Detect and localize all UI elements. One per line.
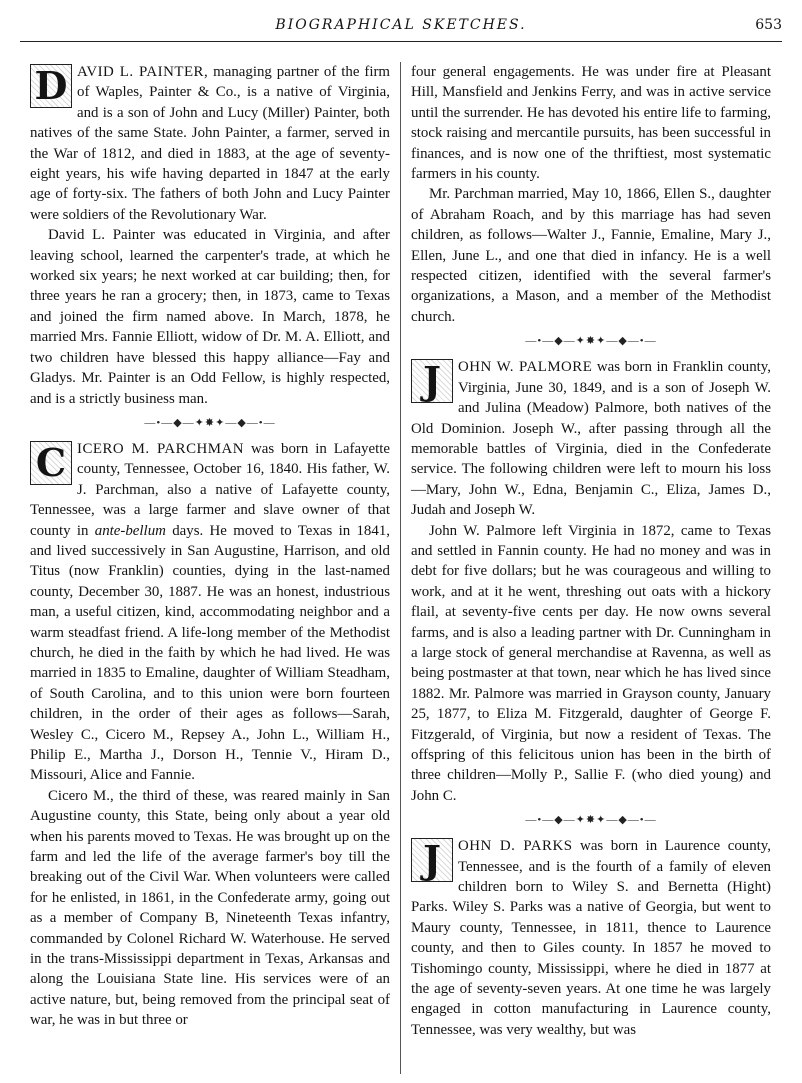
palmore-paragraph-2: John W. Palmore left Virginia in 1872, came to Texas and settled in Fannin county. He had no money and was in debt for five dollars; but he was courageous and willing to work, and at it he went, threshing out oats with a hickory flail, at seventy-five cents per day. He now owns several farms, and is also a leading partner with Dr. Cunningham in a large stock of general merchandise at Ravenna, as well as being postmaster at that town, near which he has lived since 1882. Mr. Palmore was married in Grayson county, January 25, 1877, to Eliza M. Fitzgerald, daughter of George F. Fitzgerald, of Virginia, but now a resident of Texas. The offspring of this felicitous union has been in the birth of three children—Molly P., Sallie F. (who died young) and John C. xyxy=(411,522,771,804)
palmore-text-1: was born in Franklin county, Virginia, June 30, 1849, and is a son of Joseph W. and Julina (Meadow) Palmore, both natives of the Old Dominion. Joseph W., after passing through all the memorable battles of Virginia, died in the Confederate service. The following children were left to mourn his loss—Mary, John W., Edna, Benjamin C., Eliza, James D., Judah and Joseph W. xyxy=(411,359,771,519)
parks-name: OHN D. PARKS xyxy=(458,838,573,855)
running-title: BIOGRAPHICAL SKETCHES. xyxy=(275,17,527,33)
page-number: 653 xyxy=(755,17,782,33)
parchman-paragraph-3: four general engagements. He was under fire at Pleasant Hill, Mansfield and Jenkins Ferry, and was in active service until the surrender. He has devoted his entire life to farming, stock raising and mercantile pursuits, has been successful in finances, and is now one of the thriftiest, most systematic farmers in his county. xyxy=(411,64,771,183)
parchman-text-1a: was born in Lafayette county, Tennessee, October 16, 1840. His father, W. J. Parchman, also a native of Lafayette county, Tennessee, was a large farmer and slave owner of that county in xyxy=(30,440,390,539)
sketch-palmore xyxy=(411,357,771,806)
palmore-paragraph-1 xyxy=(411,357,771,520)
parks-paragraph-1 xyxy=(411,836,771,1040)
painter-name: AVID L. PAINTER, xyxy=(77,64,209,80)
ornament-divider xyxy=(411,808,771,832)
ornament-glyph: —•—◆—✦✸✦—◆—•— xyxy=(144,416,276,429)
parchman-paragraph-2: Cicero M., the third of these, was reared mainly in San Augustine county, this State, being only about a year old when his parents moved to Texas. He was brought up on the farm and led the life of the average farmer's boy till the breaking out of the Civil War. When volunteers were called for he enlisted, in 1861, in the Confederate army, going out as a member of Company B, Nineteenth Texas infantry, commanded by Colonel Richard W. Waterhouse. He served in the trans-Mississippi department in Texas, Arkansas and along the Louisiana State line. His services were of an active nature, but, being removed from the principal seat of war, he was in but three or xyxy=(30,787,390,1029)
painter-text-1: managing partner of the firm of Waples, Painter & Co., is a native of Virginia, and is a son of John and Lucy (Miller) Painter, both natives of the same State. John Painter, a farmer, served in the War of 1812, and died in 1883, at the age of seventy-eight years, his wife having departed in 1847 at the early age of forty-six. The fathers of both John and Lucy Painter were soldiers of the Revolutionary War. xyxy=(30,64,390,223)
drop-cap-c: C xyxy=(30,441,72,485)
right-column xyxy=(411,62,771,1040)
page-header xyxy=(20,8,782,48)
ornament-divider xyxy=(30,411,390,435)
sketch-parks xyxy=(411,836,771,1040)
column-divider xyxy=(400,62,401,1074)
drop-cap-j: J xyxy=(411,838,453,882)
ornament-glyph: —•—◆—✦✸✦—◆—•— xyxy=(525,814,657,827)
painter-paragraph-2: David L. Painter was educated in Virginia, and after leaving school, learned the carpenter's trade, at which he worked six years; he next worked at car building; then, for three years he ran a grocery; then, in 1873, came to Texas and joined the firm named above. In March, 1878, he married Mrs. Fannie Elliott, widow of Dr. M. A. Elliott, and two children have blessed this happy alliance—Fay and Gladys. Mr. Painter is an Odd Fellow, is highly respected, and is a strictly business man. xyxy=(30,227,390,407)
header-rule xyxy=(20,41,782,42)
ornament-glyph: —•—◆—✦✸✦—◆—•— xyxy=(525,335,657,348)
parchman-paragraph-1 xyxy=(30,439,390,786)
palmore-name: OHN W. PALMORE xyxy=(458,359,593,376)
parchman-name: ICERO M. PARCHMAN xyxy=(77,440,245,457)
parks-text-1: was born in Laurence county, Tennessee, and is the fourth of a family of eleven children born to Wiley S. and Bernetta (Hight) Parks. Wiley S. Parks was a native of Georgia, but went to Maury county, Tennessee, in 1811, thence to Laurence county, and then to Giles county. In 1857 he moved to Tishomingo county, Mississippi, where he died in 1877 at the age of seventy-seven years. At one time he was largely engaged in cotton manufacturing in Laurence county, Tennessee, was very wealthy, but was xyxy=(411,838,771,1038)
ornament-divider xyxy=(411,329,771,353)
sketch-parchman xyxy=(30,439,390,1031)
painter-paragraph-1 xyxy=(30,62,390,225)
drop-cap-d: D xyxy=(30,64,72,108)
left-column xyxy=(30,62,390,1031)
parchman-text-1b: days. He moved to Texas in 1841, and lived successively in San Augustine, Harrison, and old Titus (now Franklin) counties, dying in the last-named county, December 30, 1887. He was an honest, industrious man, a useful citizen, kind, accommodating neighbor and a warm steadfast friend. A life-long member of the Methodist church, he died in the faith by which he had lived. He was married in 1835 to Emaline, daughter of William Steadham, of South Carolina, and to this union were born fourteen children, in the order of their ages as follows—Sarah, Wesley C., Cicero M., Repsey A., John L., William H., Philip E., Martha J., Dorson H., Tennie V., Hiram D., Missouri, Alice and Fannie. xyxy=(30,522,390,784)
drop-cap-j: J xyxy=(411,359,453,403)
parchman-italic: ante-bellum xyxy=(94,522,166,539)
parchman-paragraph-4: Mr. Parchman married, May 10, 1866, Ellen S., daughter of Abraham Roach, and by this marriage has had seven children, as follows—Walter J., Fannie, Emaline, Mary J., Ellen, June L., and one that died in infancy. He is a well respected citizen, identified with the several farmer's organizations, a Mason, and a member of the Methodist church. xyxy=(411,186,771,325)
sketch-painter xyxy=(30,62,390,409)
